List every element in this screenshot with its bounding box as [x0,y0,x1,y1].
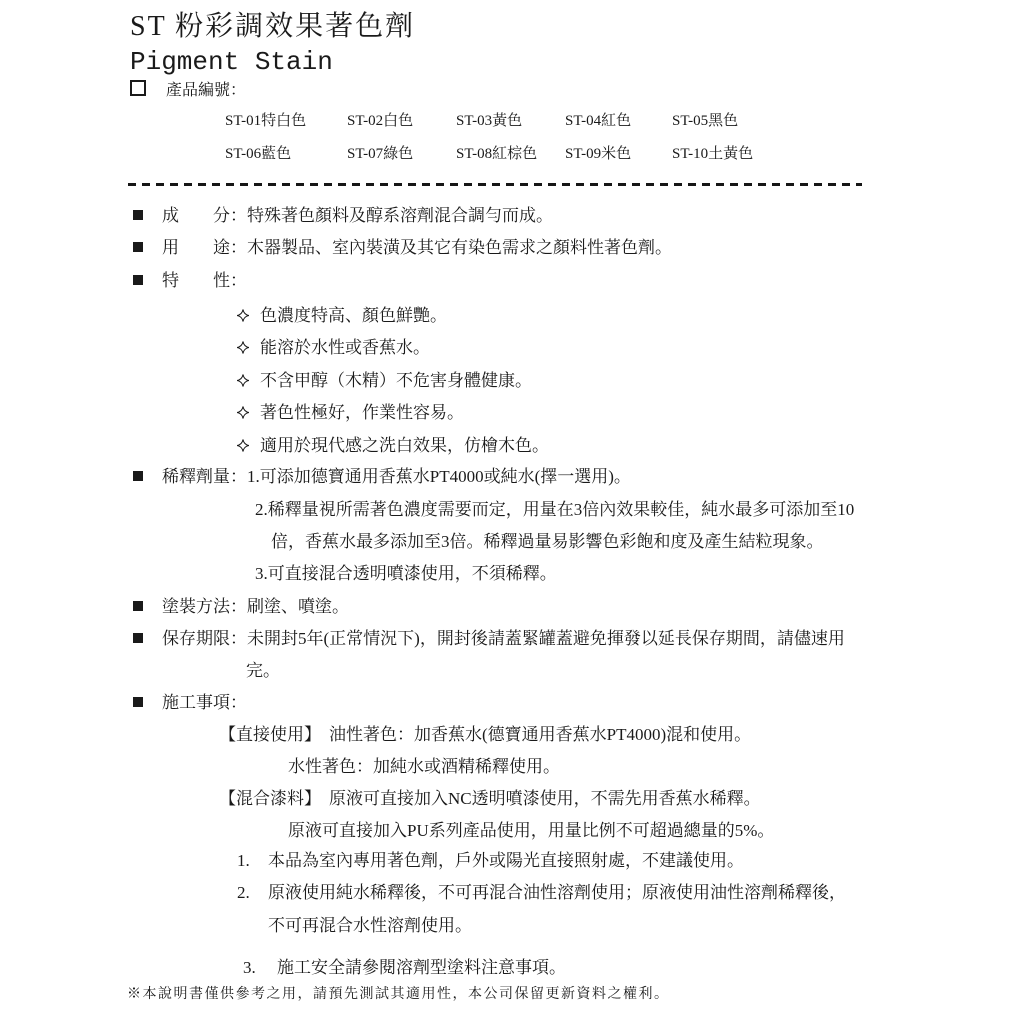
checkbox-icon [130,80,146,96]
note-number: 2. [237,883,250,902]
square-bullet-icon [133,633,143,643]
section-label: 施工事項： [162,693,247,712]
product-code-header [130,80,246,101]
section-label: 保存期限： [162,629,247,648]
dilution-item-3: 3.可直接混合透明噴漆使用，不須稀釋。 [255,564,557,583]
footer-disclaimer: ※本說明書僅供參考之用，請預先測試其適用性，本公司保留更新資料之權利。 [127,987,670,1002]
diamond-bullet-icon [237,406,249,419]
bracket-tag: 【混合漆料】 [219,789,321,808]
square-bullet-icon [133,697,143,707]
note-number: 1. [237,851,250,870]
feature-text: 色濃度特高、顏色鮮艷。 [260,306,447,325]
dilution-item-2-continued: 倍，香蕉水最多添加至3倍。稀釋過量易影響色彩飽和度及產生結粒現象。 [271,532,824,551]
section-shelf-life [133,629,845,649]
diamond-bullet-icon [237,309,249,322]
square-bullet-icon [133,242,143,252]
product-code: ST-09米色 [565,146,632,162]
dilution-item-1: 1.可添加德寶通用香蕉水PT4000或純水(擇一選用)。 [247,467,631,486]
product-code: ST-02白色 [347,113,414,129]
construction-note-2 [237,883,846,903]
square-bullet-icon [133,210,143,220]
product-code-label: 產品編號： [166,82,247,99]
product-code: ST-08紅棕色 [456,146,538,162]
product-code: ST-06藍色 [225,146,292,162]
product-code: ST-07綠色 [347,146,414,162]
diamond-bullet-icon [237,374,249,387]
shelf-life-text: 未開封5年(正常情況下)，開封後請蓋緊罐蓋避免揮發以延長保存期間，請儘速用 [247,629,845,648]
diamond-bullet-icon [237,439,249,452]
feature-text: 適用於現代感之洗白效果，仿檜木色。 [260,436,549,455]
feature-text: 能溶於水性或香蕉水。 [260,338,430,357]
note-text: 本品為室內專用著色劑，戶外或陽光直接照射處，不建議使用。 [268,851,744,870]
section-label: 用 途： [162,238,247,257]
product-code: ST-01特白色 [225,113,307,129]
product-code: ST-04紅色 [565,113,632,129]
section-label: 成 分： [162,206,247,225]
section-features [133,271,247,291]
page-subtitle: Pigment Stain [130,47,333,77]
feature-item [237,371,532,391]
page-title: ST 粉彩調效果著色劑 [130,11,416,42]
construction-note-3 [243,958,566,978]
note-number: 3. [243,958,256,977]
direct-use-text: 油性著色：加香蕉水(德寶通用香蕉水PT4000)混和使用。 [329,725,752,744]
section-application [133,597,349,617]
feature-item [237,403,464,423]
square-bullet-icon [133,471,143,481]
feature-item [237,306,447,326]
mix-paint-text-2: 原液可直接加入PU系列產品使用，用量比例不可超過總量的5%。 [288,821,775,840]
mix-paint-text: 原液可直接加入NC透明噴漆使用，不需先用香蕉水稀釋。 [329,789,761,808]
section-composition [133,206,553,226]
square-bullet-icon [133,601,143,611]
product-code-row-2 [225,145,753,163]
section-usage [133,238,672,258]
square-bullet-icon [133,275,143,285]
feature-text: 不含甲醇（木精）不危害身體健康。 [260,371,532,390]
product-code: ST-10土黃色 [672,146,754,162]
note-text: 施工安全請參閱溶劑型塗料注意事項。 [277,958,566,977]
product-code: ST-03黃色 [456,113,523,129]
construction-note-1 [237,851,744,871]
feature-text: 著色性極好，作業性容易。 [260,403,464,422]
section-text: 特殊著色顏料及醇系溶劑混合調勻而成。 [247,206,553,225]
dashed-divider [128,183,862,186]
bracket-tag: 【直接使用】 [219,725,321,744]
section-text: 刷塗、噴塗。 [247,597,349,616]
note-text: 原液使用純水稀釋後，不可再混合油性溶劑使用；原液使用油性溶劑稀釋後， [268,883,846,902]
section-label: 特 性： [162,271,247,290]
product-code: ST-05黑色 [672,113,739,129]
construction-note-2-continued: 不可再混合水性溶劑使用。 [268,916,472,935]
diamond-bullet-icon [237,341,249,354]
section-label: 稀釋劑量： [162,467,247,486]
feature-item [237,436,549,456]
construction-mix-paint [219,789,761,809]
product-code-row-1 [225,112,738,130]
section-text: 木器製品、室內裝潢及其它有染色需求之顏料性著色劑。 [247,238,672,257]
feature-item [237,338,430,358]
shelf-life-text-continued: 完。 [246,661,280,680]
section-construction [133,693,247,713]
dilution-item-2: 2.稀釋量視所需著色濃度需要而定，用量在3倍內效果較佳，純水最多可添加至10 [255,500,855,519]
direct-use-text-2: 水性著色：加純水或酒精稀釋使用。 [288,757,560,776]
construction-direct-use [219,725,751,745]
section-dilution [133,467,631,487]
section-label: 塗裝方法： [162,597,247,616]
